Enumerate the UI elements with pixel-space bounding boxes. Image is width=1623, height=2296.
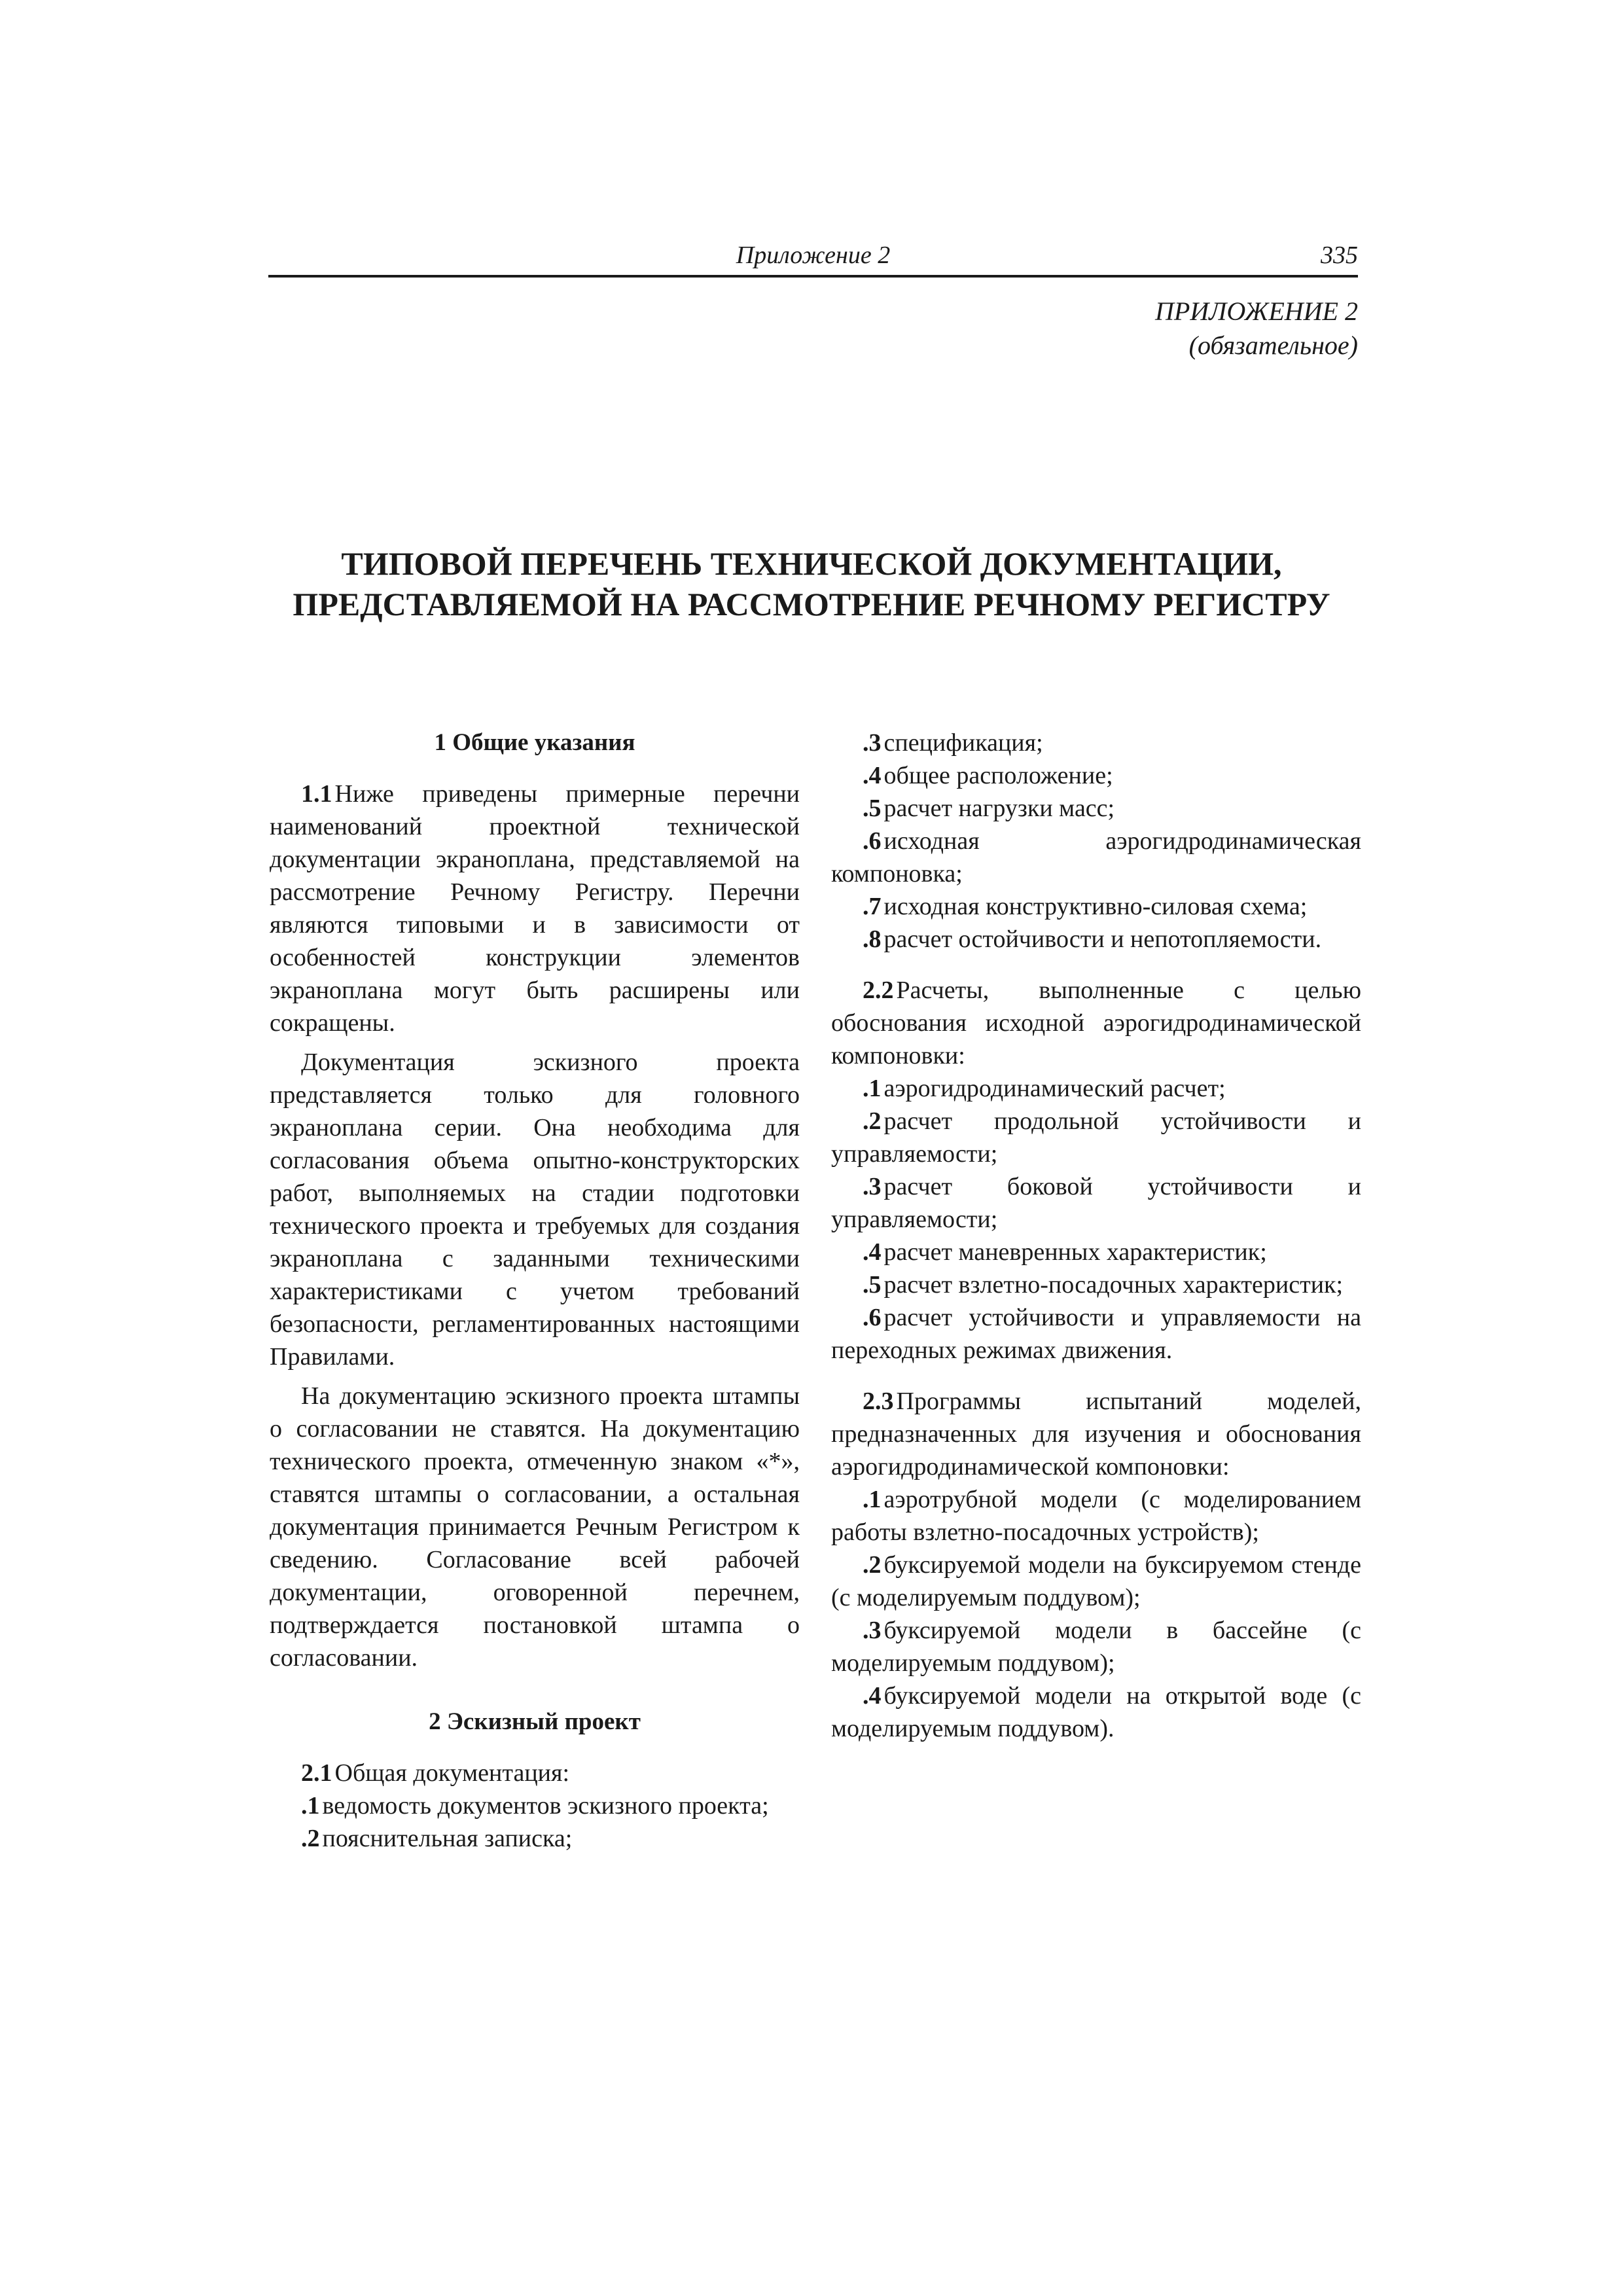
- paragraph-1-1: [270, 778, 800, 1039]
- item-number: .3: [863, 1617, 882, 1644]
- list-item: [831, 1679, 1361, 1745]
- item-text: расчет продольной устойчивости и управляемости;: [831, 1107, 1361, 1168]
- paragraph-sketch-design: Документация эскизного проекта представляется только для головного экраноплана серии. Она необходима для согласования объема опытно-конструкторских работ, выполняемых на стадии подготовки технического проекта и требуемых для создания экраноплана с заданными техническими характеристиками с учетом требований безопасности, регламентированных настоящими Правилами.: [270, 1049, 800, 1371]
- document-title-line-1: ТИПОВОЙ ПЕРЕЧЕНЬ ТЕХНИЧЕСКОЙ ДОКУМЕНТАЦИИ,: [341, 545, 1282, 582]
- paragraph-number: 2.3: [863, 1388, 894, 1415]
- document-title-line-2: ПРЕДСТАВЛЯЕМОЙ НА РАССМОТРЕНИЕ РЕЧНОМУ РЕГИСТРУ: [293, 586, 1330, 622]
- paragraph-number: 2.1: [301, 1759, 332, 1787]
- item-number: .5: [863, 1271, 882, 1299]
- item-number: .4: [863, 1682, 882, 1710]
- item-text: исходная конструктивно-силовая схема;: [883, 893, 1308, 920]
- list-item: [831, 1301, 1361, 1367]
- appendix-status: (обязательное): [1188, 331, 1358, 360]
- item-number: .3: [863, 1173, 882, 1200]
- list-item: [831, 726, 1361, 759]
- list-item: [831, 825, 1361, 890]
- paragraph-approval-stamps: На документацию эскизного проекта штампы о согласовании не ставятся. На документацию технического проекта, отмеченную знаком «*», ставятся штампы о согласовании, а остальная документация принимается Речным Регистром к сведению. Согласование всей рабочей документации, оговоренной перечнем, подтверждается постановкой штампа о согласовании.: [270, 1382, 800, 1672]
- paragraph-number: 2.2: [863, 977, 894, 1004]
- page-header: [268, 241, 1358, 278]
- item-number: .1: [863, 1075, 882, 1102]
- item-number: .2: [301, 1825, 320, 1852]
- paragraph-text: Общая документация:: [334, 1759, 570, 1787]
- item-text: спецификация;: [883, 729, 1043, 757]
- list-item: [831, 1105, 1361, 1170]
- item-text: расчет взлетно-посадочных характеристик;: [883, 1271, 1344, 1299]
- list-item: [831, 923, 1361, 956]
- item-text: буксируемой модели в бассейне (с моделируемым поддувом);: [831, 1617, 1361, 1677]
- paragraph-text: Ниже приведены примерные перечни наименований проектной технической документации экраноплана, представляемой на рассмотрение Речному Регистру. Перечни являются типовыми и в зависимости от особенностей конструкции элементов экраноплана могут быть расширены или сокращены.: [270, 780, 800, 1037]
- list-item: [831, 1236, 1361, 1268]
- list-item: [831, 1072, 1361, 1105]
- left-column: [270, 726, 800, 1855]
- item-number: .8: [863, 925, 882, 953]
- item-text: аэрогидродинамический расчет;: [883, 1075, 1226, 1102]
- paragraph-text: Программы испытаний моделей, предназначенных для изучения и обоснования аэрогидродинамической компоновки:: [831, 1388, 1361, 1480]
- document-title: [249, 543, 1374, 624]
- paragraph-2-2: [831, 974, 1361, 1072]
- item-text: расчет остойчивости и непотопляемости.: [883, 925, 1322, 953]
- appendix-title: ПРИЛОЖЕНИЕ 2: [1155, 296, 1358, 326]
- list-item: [831, 1614, 1361, 1679]
- item-number: .3: [863, 729, 882, 757]
- item-number: .7: [863, 893, 882, 920]
- list-item: [270, 1789, 800, 1822]
- item-number: .4: [863, 1238, 882, 1266]
- list-item: [831, 1170, 1361, 1236]
- page-number: 335: [1321, 242, 1358, 269]
- item-number: .6: [863, 827, 882, 855]
- item-text: общее расположение;: [883, 762, 1113, 789]
- item-number: .1: [301, 1792, 320, 1820]
- paragraph-2-3: [831, 1385, 1361, 1483]
- item-text: исходная аэрогидродинамическая компоновка;: [831, 827, 1361, 888]
- item-number: .2: [863, 1551, 882, 1579]
- paragraph-text: Расчеты, выполненные с целью обоснования исходной аэрогидродинамической компоновки:: [831, 977, 1361, 1069]
- item-number: .1: [863, 1486, 882, 1513]
- right-column: [831, 726, 1361, 1745]
- item-text: расчет устойчивости и управляемости на переходных режимах движения.: [831, 1304, 1361, 1364]
- list-item: [831, 1268, 1361, 1301]
- list-item: [831, 890, 1361, 923]
- appendix-label: [1155, 295, 1358, 363]
- item-number: .2: [863, 1107, 882, 1135]
- item-number: .4: [863, 762, 882, 789]
- list-item: [831, 792, 1361, 825]
- item-text: расчет нагрузки масс;: [883, 795, 1115, 822]
- section-1-heading: 1 Общие указания: [434, 729, 635, 756]
- item-number: .6: [863, 1304, 882, 1331]
- item-text: расчет боковой устойчивости и управляемости;: [831, 1173, 1361, 1233]
- item-text: буксируемой модели на открытой воде (с моделируемым поддувом).: [831, 1682, 1361, 1742]
- list-item: [831, 1483, 1361, 1549]
- item-text: ведомость документов эскизного проекта;: [322, 1792, 769, 1820]
- item-number: .5: [863, 795, 882, 822]
- paragraph-2-1: [270, 1757, 800, 1789]
- list-item: [831, 1549, 1361, 1614]
- paragraph-number: 1.1: [301, 780, 332, 808]
- item-text: буксируемой модели на буксируемом стенде (с моделируемым поддувом);: [831, 1551, 1361, 1611]
- list-item: [270, 1822, 800, 1855]
- item-text: аэротрубной модели (с моделированием работы взлетно-посадочных устройств);: [831, 1486, 1361, 1546]
- item-text: пояснительная записка;: [322, 1825, 573, 1852]
- item-text: расчет маневренных характеристик;: [883, 1238, 1267, 1266]
- section-2-heading: 2 Эскизный проект: [429, 1708, 641, 1735]
- list-item: [831, 759, 1361, 792]
- running-title: Приложение 2: [736, 242, 891, 269]
